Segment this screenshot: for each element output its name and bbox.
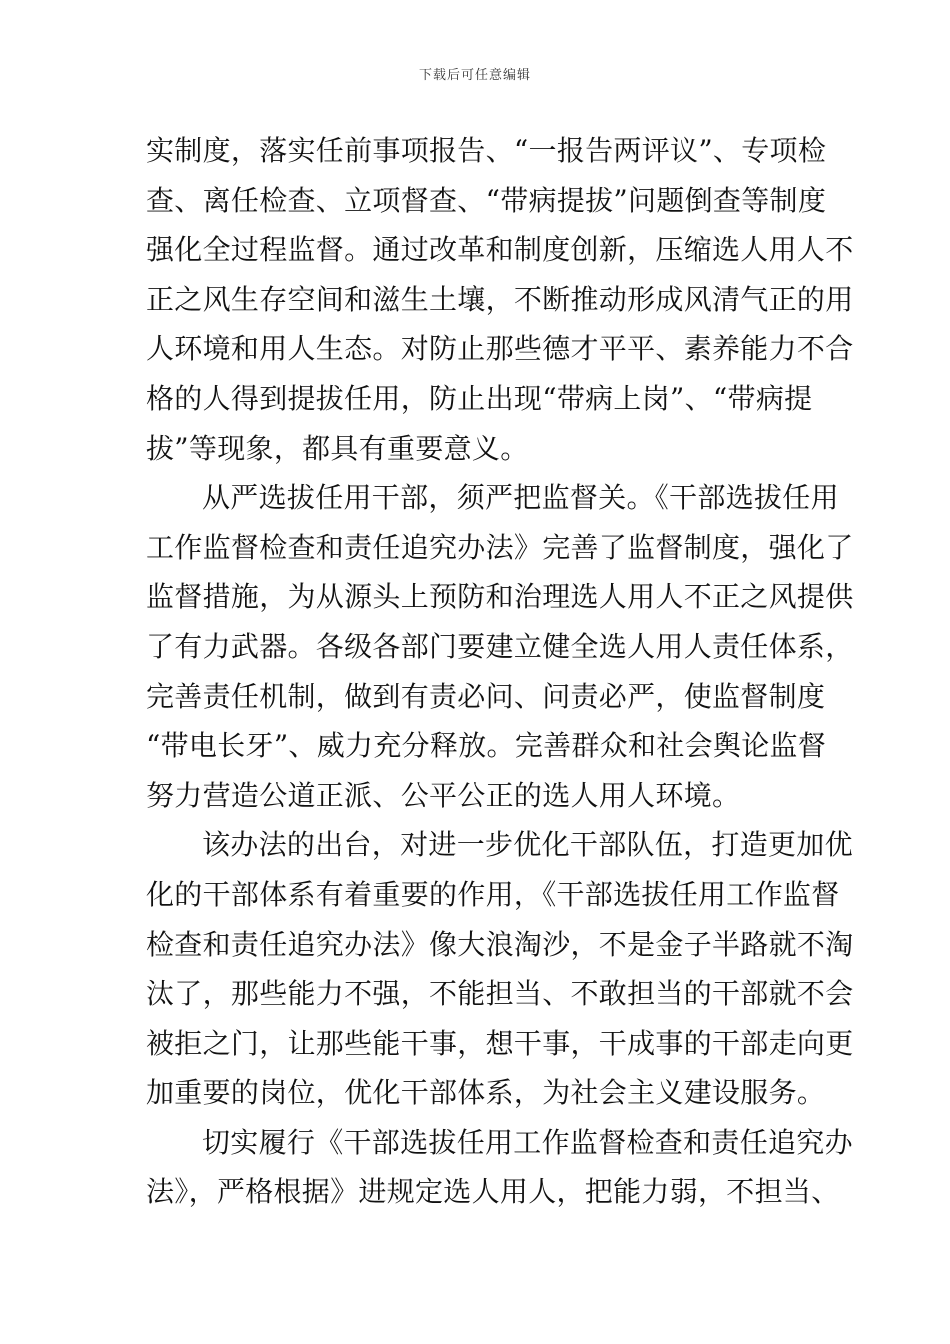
text-line: 实制度，落实任前事项报告、“一报告两评议”、专项检 [146,134,827,167]
text-line: 格的人得到提拔任用，防止出现“带病上岗”、“带病提 [146,381,813,415]
text-line: 人环境和用人生态。对防止那些德才平平、素养能力不合 [146,332,854,366]
text-line: 强化全过程监督。通过改革和制度创新，压缩选人用人不 [146,233,854,267]
text-line: 该办法的出台，对进一步优化干部队伍，打造更加优 [202,828,853,862]
text-line: “带电长牙”、威力充分释放。完善群众和社会舆论监督 [146,729,827,763]
text-line: 汰了，那些能力不强，不能担当、不敢担当的干部就不会 [146,977,854,1011]
text-line: 加重要的岗位，优化干部体系，为社会主义建设服务。 [146,1076,826,1110]
text-line: 完善责任机制，做到有责必问、问责必严，使监督制度 [146,679,826,713]
text-line: 切实履行《干部选拔任用工作监督检查和责任追究办 [202,1125,853,1159]
text-line: 被拒之门，让那些能干事，想干事，干成事的干部走向更 [146,1026,854,1060]
text-line: 拔”等现象，都具有重要意义。 [146,431,529,465]
text-line: 努力营造公道正派、公平公正的选人用人环境。 [146,778,741,812]
page-header-note: 下载后可任意编辑 [418,68,531,83]
text-line: 法》，严格根据》进规定选人用人，把能力弱，不担当、 [146,1175,840,1209]
text-line: 从严选拔任用干部，须严把监督关。《干部选拔任用 [202,481,839,515]
text-line: 正之风生存空间和滋生土壤，不断推动形成风清气正的用 [146,282,854,316]
text-line: 了有力武器。各级各部门要建立健全选人用人责任体系， [146,629,854,663]
text-line: 检查和责任追究办法》像大浪淘沙，不是金子半路就不淘 [146,927,854,961]
text-line: 工作监督检查和责任追究办法》完善了监督制度，强化了 [146,530,854,564]
text-line: 监督措施，为从源头上预防和治理选人用人不正之风提供 [146,580,854,614]
text-line: 查、离任检查、立项督查、“带病提拔”问题倒查等制度 [146,183,827,217]
document-body [146,126,854,1217]
text-line: 化的干部体系有着重要的作用，《干部选拔任用工作监督 [146,877,840,911]
